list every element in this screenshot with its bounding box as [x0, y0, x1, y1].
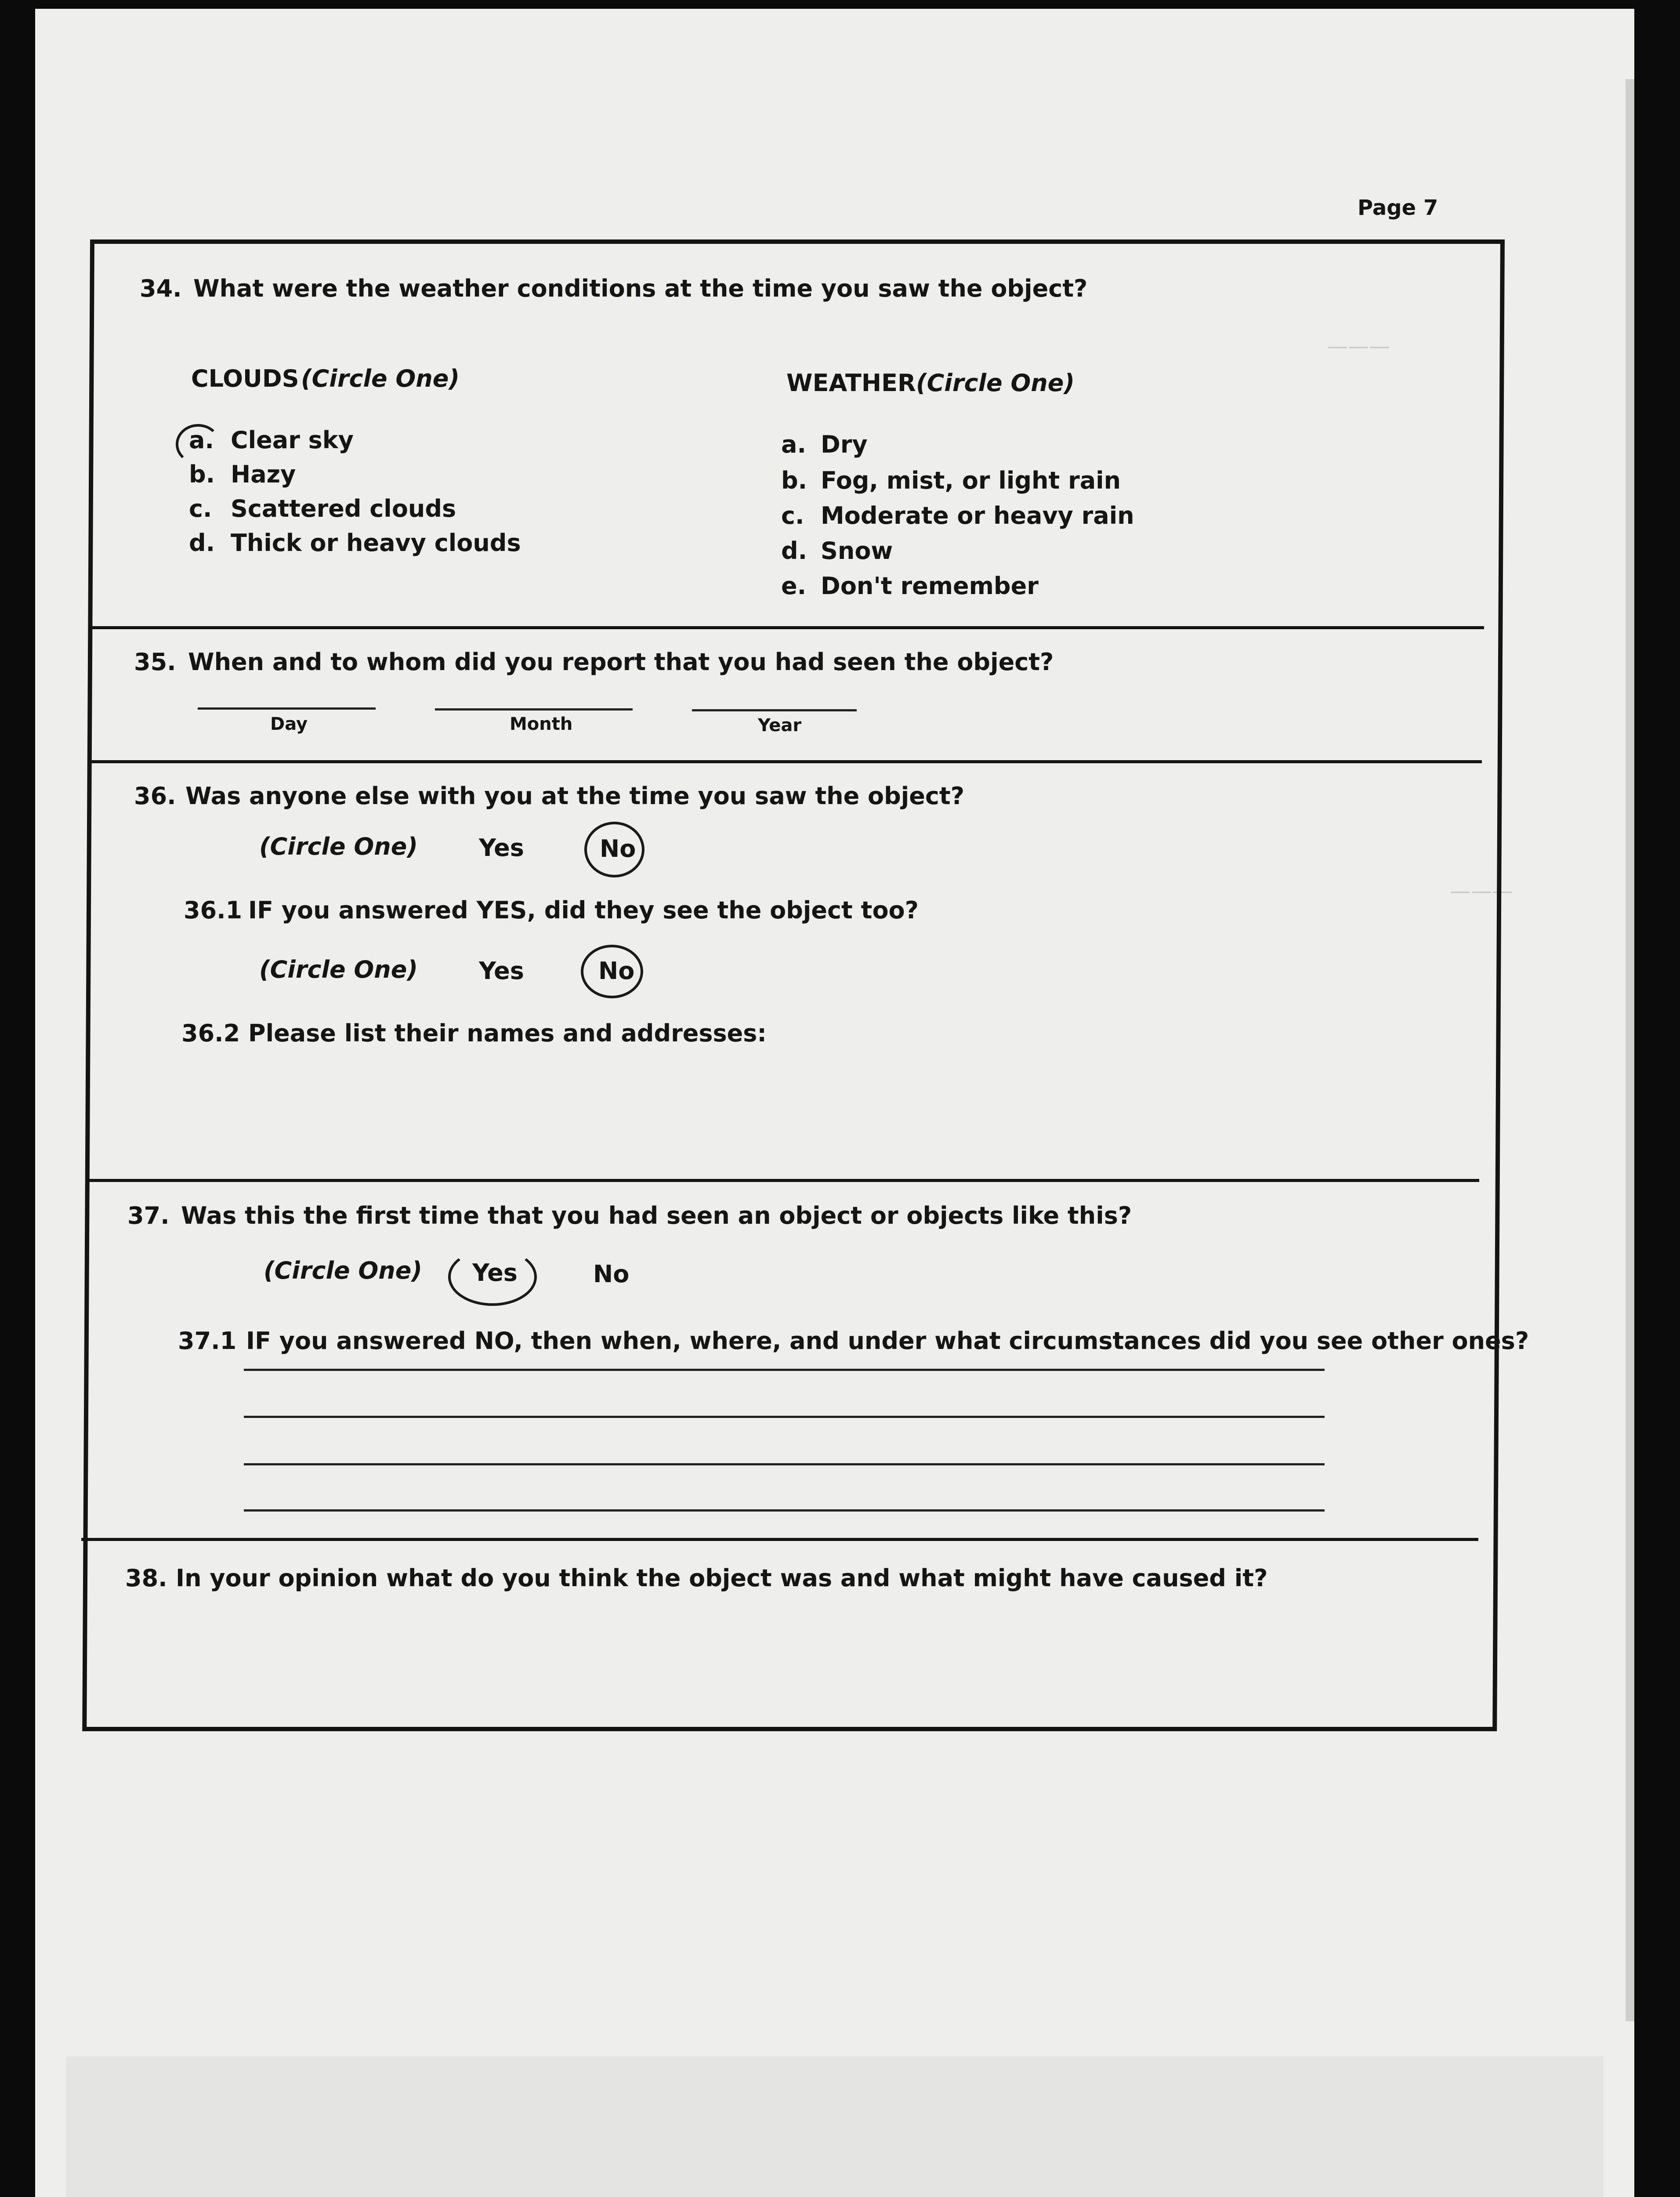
question-text: In your opinion what do you think the object was and what might have caused it? — [176, 1564, 1268, 1592]
option-letter: a. — [781, 431, 806, 458]
option-letter: c. — [189, 495, 212, 522]
answer-line-2[interactable] — [244, 1416, 1325, 1418]
answer-no[interactable]: No — [593, 1260, 630, 1288]
sub-question-number: 36.1 — [184, 896, 243, 924]
sub-question-number: 37.1 — [178, 1327, 237, 1355]
selection-circle-mark — [176, 424, 221, 464]
answer-line-1[interactable] — [244, 1369, 1325, 1371]
option-label: Hazy — [231, 460, 296, 488]
option-label: Dry — [821, 431, 868, 458]
opinion-answer-field[interactable] — [125, 1608, 1465, 1863]
question-number: 34. — [140, 275, 182, 302]
circle-one-instruction: (Circle One) — [259, 956, 418, 983]
option-label: Scattered clouds — [231, 495, 456, 522]
option-label: Clear sky — [231, 426, 354, 454]
option-label: Don't remember — [821, 572, 1039, 600]
option-letter: b. — [781, 467, 807, 494]
answer-line-3[interactable] — [244, 1463, 1325, 1465]
clouds-instruction: (Circle One) — [301, 365, 460, 392]
day-label: Day — [270, 714, 308, 734]
answer-yes[interactable]: Yes — [472, 1259, 518, 1287]
selection-circle-mark — [584, 822, 644, 877]
divider-35-36 — [90, 760, 1482, 763]
option-label: Moderate or heavy rain — [821, 502, 1134, 529]
page-underlay — [66, 2056, 1604, 2197]
selection-circle-mark — [581, 945, 643, 998]
circle-one-instruction: (Circle One) — [264, 1257, 423, 1284]
option-label: Thick or heavy clouds — [231, 529, 521, 557]
year-label: Year — [758, 715, 802, 736]
page-number: Page 7 — [1358, 196, 1438, 220]
sub-question-number: 36.2 — [181, 1019, 240, 1047]
sub-question-text: IF you answered NO, then when, where, and under what circumstances did you see other ones? — [246, 1327, 1529, 1355]
question-number: 38. — [125, 1564, 167, 1592]
bleed-through-mark: ——— — [1327, 334, 1390, 359]
answer-no[interactable]: No — [600, 835, 636, 863]
divider-37-38 — [81, 1538, 1478, 1541]
option-letter: c. — [781, 502, 804, 529]
page-edge-shadow — [1626, 79, 1634, 2021]
question-text: Was anyone else with you at the time you saw the object? — [185, 782, 965, 810]
answer-yes[interactable]: Yes — [479, 834, 524, 862]
bleed-through-mark: ——— — [1450, 879, 1513, 903]
year-field[interactable] — [692, 709, 857, 711]
selection-circle-mark — [448, 1248, 537, 1306]
divider-36-37 — [86, 1179, 1479, 1182]
option-label: Fog, mist, or light rain — [821, 467, 1121, 494]
option-letter: d. — [189, 529, 215, 557]
answer-line-4[interactable] — [244, 1509, 1325, 1512]
option-letter: e. — [781, 572, 807, 600]
sub-question-text: IF you answered YES, did they see the object too? — [248, 896, 919, 924]
day-field[interactable] — [198, 707, 376, 710]
weather-instruction: (Circle One) — [916, 369, 1075, 397]
option-letter: d. — [781, 537, 807, 565]
answer-yes[interactable]: Yes — [479, 957, 524, 985]
option-letter: a. — [189, 426, 214, 454]
question-number: 36. — [134, 782, 176, 810]
question-number: 37. — [127, 1202, 170, 1229]
question-text: Was this the first time that you had seen an object or objects like this? — [181, 1202, 1132, 1229]
circle-one-instruction: (Circle One) — [259, 833, 418, 860]
clouds-heading: CLOUDS — [191, 365, 299, 392]
answer-no[interactable]: No — [598, 957, 635, 985]
question-text: When and to whom did you report that you had seen the object? — [188, 648, 1054, 676]
weather-heading: WEATHER — [786, 369, 916, 397]
option-label: Snow — [821, 537, 893, 565]
question-text: What were the weather conditions at the time you saw the object? — [193, 275, 1088, 302]
month-field[interactable] — [435, 708, 633, 711]
option-letter: b. — [189, 460, 215, 488]
names-addresses-field[interactable] — [181, 1063, 1456, 1164]
question-number: 35. — [134, 648, 176, 676]
month-label: Month — [510, 714, 573, 734]
sub-question-text: Please list their names and addresses: — [248, 1019, 767, 1047]
divider-34-35 — [91, 626, 1484, 629]
